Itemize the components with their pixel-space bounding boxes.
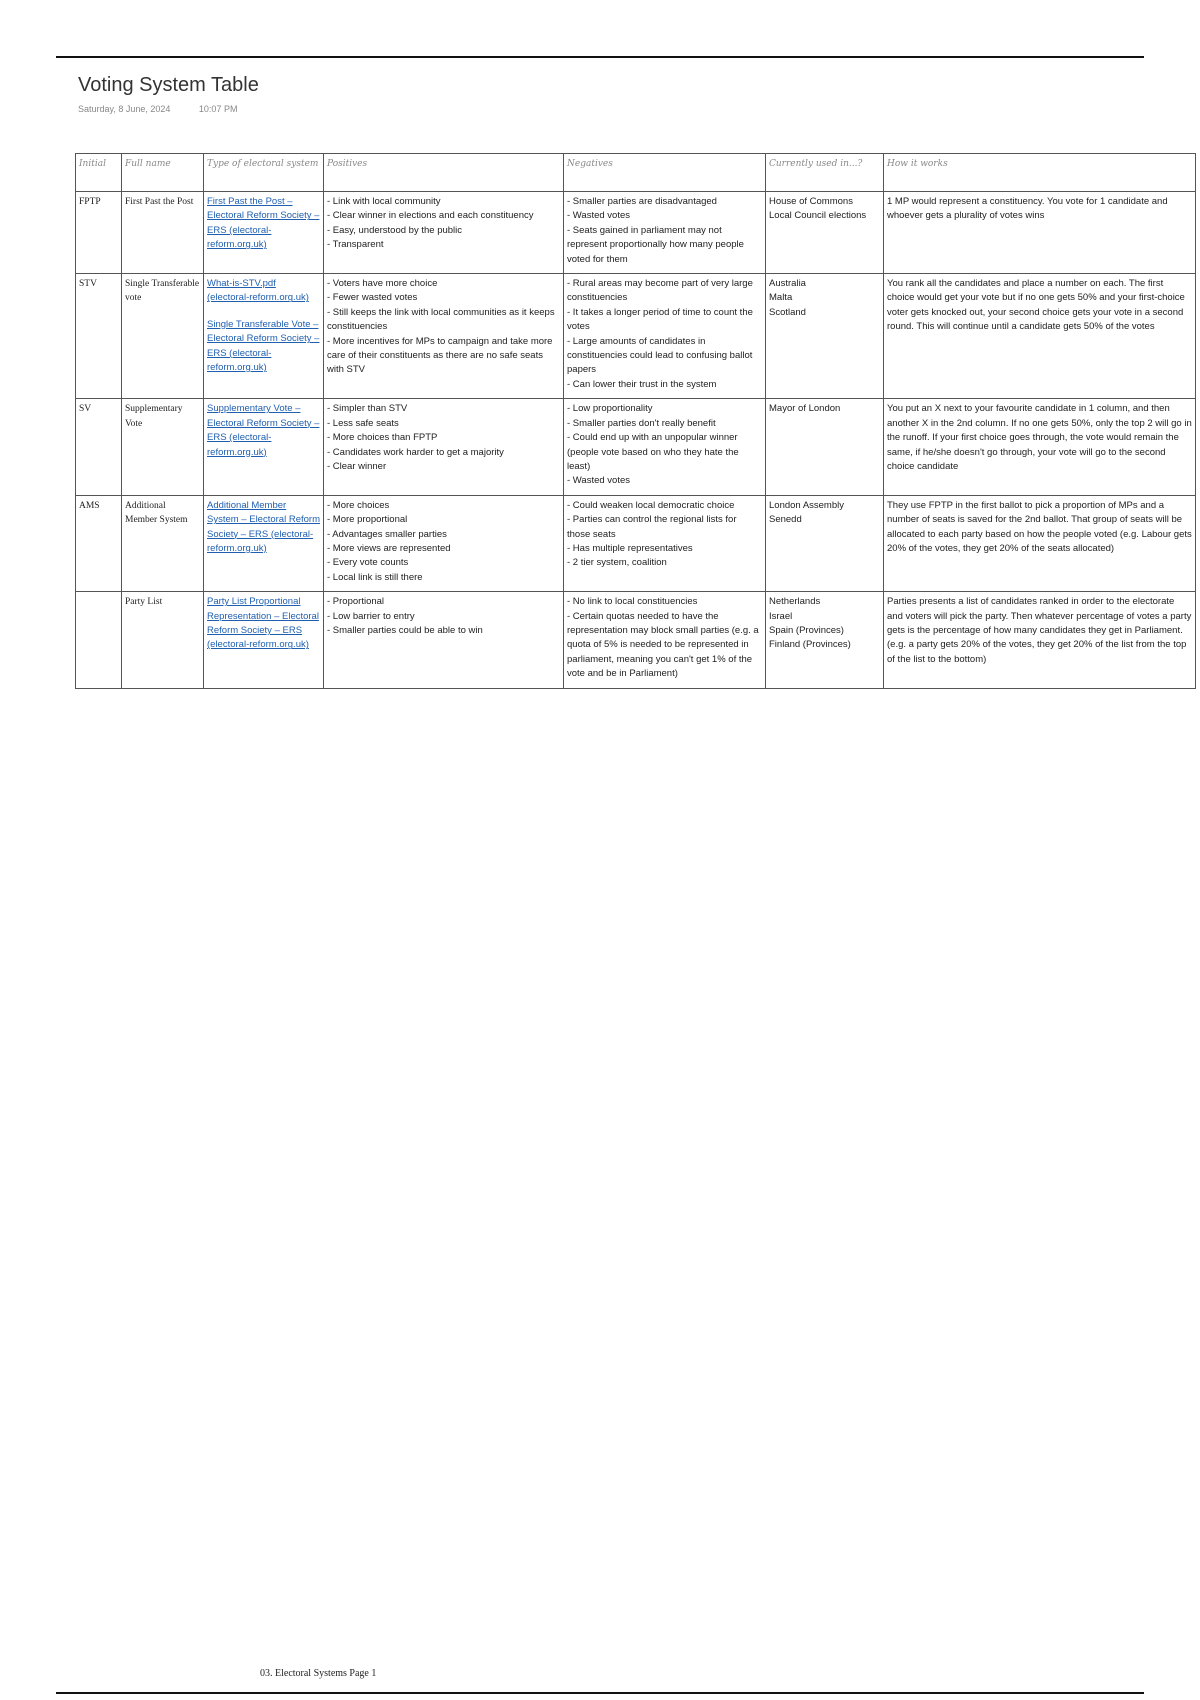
positive-item: - Link with local community xyxy=(327,196,441,207)
positive-item: - Less safe seats xyxy=(327,417,399,429)
cell-full-name: Single Transferable vote xyxy=(122,274,204,399)
cell-positives xyxy=(324,192,564,274)
page-time: 10:07 PM xyxy=(198,104,238,114)
cell-positives xyxy=(324,399,564,495)
cell-negatives xyxy=(564,192,766,274)
cell-initial: SV xyxy=(76,399,122,495)
cell-how-it-works: Parties presents a list of candidates ranked in order to the electorate and voters will pick the party. Then whatever percentage of votes a party gets is the percentage of how many candidates they get in Parliament. (e.g. a party gets 20% of the votes, they get 20% of the list from the top of the list to the bottom) xyxy=(884,592,1196,688)
page-date: Saturday, 8 June, 2024 xyxy=(78,104,171,114)
cell-used-in xyxy=(766,399,884,495)
cell-links xyxy=(204,274,324,399)
positive-item: - Candidates work harder to get a majority xyxy=(327,446,504,458)
used-in-item: Finland (Provinces) xyxy=(769,639,851,651)
table-header-row xyxy=(76,154,1196,192)
cell-initial: FPTP xyxy=(76,192,122,274)
cell-used-in xyxy=(766,274,884,399)
table-row xyxy=(76,274,1196,399)
positive-item: - Local link is still there xyxy=(327,571,423,583)
positive-item: - Smaller parties could be able to win xyxy=(327,624,483,636)
header-full-name: Full name xyxy=(122,154,204,192)
positive-item: - Simpler than STV xyxy=(327,403,408,415)
negative-item: - Rural areas may become part of very large constituencies xyxy=(567,278,753,304)
negative-item: - Could weaken local democratic choice xyxy=(567,499,735,511)
used-in-item: Spain (Provinces) xyxy=(769,624,844,636)
table-row xyxy=(76,592,1196,688)
page-title: Voting System Table xyxy=(78,74,259,96)
reference-link[interactable]: Additional Member System – Electoral Reform Society – ERS (electoral-reform.org.uk) xyxy=(207,499,320,554)
used-in-item: Senedd xyxy=(769,514,802,526)
used-in-item: Israel xyxy=(769,610,793,622)
positive-item: - More proportional xyxy=(327,514,408,526)
cell-full-name: Party List xyxy=(122,592,204,688)
negative-item: - Wasted votes xyxy=(567,210,631,222)
negative-item: - Seats gained in parliament may not represent proportionally how many people voted for them xyxy=(567,224,744,265)
positive-item: - Clear winner in elections and each constituency xyxy=(327,210,534,222)
negative-item: - Can lower their trust in the system xyxy=(567,378,717,390)
cell-negatives xyxy=(564,399,766,495)
used-in-item: Netherlands xyxy=(769,596,821,608)
cell-links xyxy=(204,495,324,591)
cell-positives xyxy=(324,592,564,688)
cell-negatives xyxy=(564,274,766,399)
negative-item: - Wasted votes xyxy=(567,475,631,487)
negative-item: - Smaller parties don't really benefit xyxy=(567,417,716,429)
negative-item: - Could end up with an unpopular winner (people vote based on who they hate the least) xyxy=(567,432,739,472)
cell-used-in xyxy=(766,592,884,688)
negative-item: - It takes a longer period of time to count the votes xyxy=(567,306,753,333)
reference-link[interactable]: Single Transferable Vote – Electoral Reform Society – ERS (electoral-reform.org.uk) xyxy=(207,318,320,374)
cell-links xyxy=(204,192,324,274)
used-in-item: Australia xyxy=(769,278,806,290)
negative-item: - Certain quotas needed to have the representation may block small parties (e.g. a quota of 5% is needed to be represented in parliament, meaning you can't get 1% of the vote and be in Parliament) xyxy=(567,610,759,680)
positive-item: - Fewer wasted votes xyxy=(327,292,418,304)
positive-item: - More choices xyxy=(327,499,390,511)
voting-system-table xyxy=(75,153,1196,689)
reference-link[interactable]: What-is-STV.pdf (electoral-reform.org.uk) xyxy=(207,278,309,304)
used-in-item: Scotland xyxy=(769,306,806,318)
page-meta xyxy=(78,104,263,114)
positive-item: - More views are represented xyxy=(327,542,451,554)
negative-item: - Smaller parties are disadvantaged xyxy=(567,196,717,207)
reference-link[interactable]: First Past the Post – Electoral Reform Society – ERS (electoral-reform.org.uk) xyxy=(207,196,320,251)
header-initial: Initial xyxy=(76,154,122,192)
reference-link[interactable]: Supplementary Vote – Electoral Reform Society – ERS (electoral-reform.org.uk) xyxy=(207,403,320,458)
positive-item: - Clear winner xyxy=(327,460,387,472)
cell-links xyxy=(204,592,324,688)
used-in-item: Malta xyxy=(769,292,793,304)
header-type: Type of electoral system xyxy=(204,154,324,192)
table-row xyxy=(76,495,1196,591)
positive-item: - Still keeps the link with local communities as it keeps constituencies xyxy=(327,306,555,333)
cell-used-in xyxy=(766,495,884,591)
used-in-item: Mayor of London xyxy=(769,403,841,415)
cell-initial xyxy=(76,592,122,688)
used-in-item: House of Commons xyxy=(769,196,853,207)
bottom-rule xyxy=(56,1692,1144,1694)
cell-how-it-works: You rank all the candidates and place a number on each. The first choice would get your vote but if no one gets 50% and your first-choice voter gets knocked out, your second choice gets your vote in a second round. This will continue until a candidate gets 50% of the votes xyxy=(884,274,1196,399)
positive-item: - Voters have more choice xyxy=(327,278,438,290)
positive-item: - Easy, understood by the public xyxy=(327,224,463,236)
header-how-it-works: How it works xyxy=(884,154,1196,192)
cell-links xyxy=(204,399,324,495)
negative-item: - Large amounts of candidates in constituencies could lead to confusing ballot papers xyxy=(567,335,753,376)
used-in-item: London Assembly xyxy=(769,499,844,511)
top-rule xyxy=(56,56,1144,58)
cell-full-name: Supplementary Vote xyxy=(122,399,204,495)
positive-item: - Every vote counts xyxy=(327,557,409,569)
negative-item: - Parties can control the regional lists for those seats xyxy=(567,514,737,540)
table-row xyxy=(76,192,1196,274)
page-footer: 03. Electoral Systems Page 1 xyxy=(260,1668,377,1679)
cell-initial: AMS xyxy=(76,495,122,591)
cell-negatives xyxy=(564,495,766,591)
positive-item: - Proportional xyxy=(327,596,385,608)
positive-item: - Low barrier to entry xyxy=(327,610,415,622)
cell-how-it-works: They use FPTP in the first ballot to pick a proportion of MPs and a number of seats is saved for the 2nd ballot. That group of seats will be allocated to each party based on how the people voted (e.g. Labour gets 20% of the votes, they get 20% of the seats allocated) xyxy=(884,495,1196,591)
cell-positives xyxy=(324,495,564,591)
header-used-in: Currently used in...? xyxy=(766,154,884,192)
positive-item: - More incentives for MPs to campaign and take more care of their constituents as there are no safe seats with STV xyxy=(327,335,553,376)
negative-item: - Low proportionality xyxy=(567,403,653,415)
cell-full-name: First Past the Post xyxy=(122,192,204,274)
table-row xyxy=(76,399,1196,495)
cell-how-it-works: You put an X next to your favourite candidate in 1 column, and then another X in the 2nd column. If no one gets 50%, only the top 2 will go in the runoff. If your first choice goes through, the vote would remain the same, if he/she doesn't go through, your vote will go to the second choice candidate xyxy=(884,399,1196,495)
cell-positives xyxy=(324,274,564,399)
reference-link[interactable]: Party List Proportional Representation – Electoral Reform Society – ERS (electoral-reform.org.uk) xyxy=(207,596,319,651)
used-in-item: Local Council elections xyxy=(769,210,867,222)
negative-item: - 2 tier system, coalition xyxy=(567,557,667,569)
cell-used-in xyxy=(766,192,884,274)
negative-item: - Has multiple representatives xyxy=(567,542,693,554)
positive-item: - More choices than FPTP xyxy=(327,432,438,444)
header-negatives: Negatives xyxy=(564,154,766,192)
cell-initial: STV xyxy=(76,274,122,399)
cell-negatives xyxy=(564,592,766,688)
header-positives: Positives xyxy=(324,154,564,192)
cell-how-it-works: 1 MP would represent a constituency. You vote for 1 candidate and whoever gets a plurality of votes wins xyxy=(884,192,1196,274)
negative-item: - No link to local constituencies xyxy=(567,596,698,608)
positive-item: - Transparent xyxy=(327,239,384,251)
cell-full-name: Additional Member System xyxy=(122,495,204,591)
positive-item: - Advantages smaller parties xyxy=(327,528,447,540)
